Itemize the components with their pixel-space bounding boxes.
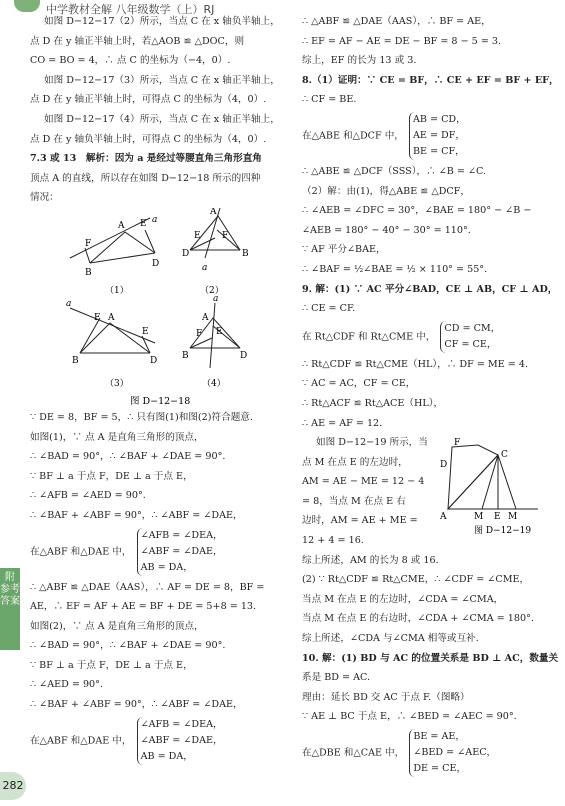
fig-label: （2）	[200, 285, 224, 296]
text-line: ∴ ∠BAF + ∠ABF = 90°，∴ ∠ABF = ∠DAE，	[30, 699, 243, 711]
svg-text:D: D	[152, 258, 160, 269]
figure-caption: 图 D−12−18	[130, 395, 191, 407]
text-line: ∴ Rt△ACF ≌ Rt△ACE（HL），	[302, 397, 444, 409]
brace-block	[302, 319, 552, 355]
text-line: 如图 D−12−17（4）所示，当点 C 在 x 轴正半轴上，	[44, 113, 280, 125]
text-line: ∵ BF ⊥ a 于点 F，DE ⊥ a 于点 E，	[30, 470, 193, 482]
brace-block	[30, 526, 292, 578]
text-line: ∴ ∠BAF + ∠ABF = 90°，∴ ∠ABF = ∠DAE，	[30, 509, 243, 521]
text-line: 综上所述，∠CDA 与∠CMA 相等或互补.	[302, 633, 479, 645]
right-column	[302, 12, 559, 779]
text-line: = 8，当点 M 在点 E 右	[302, 495, 406, 507]
svg-text:B: B	[85, 267, 92, 278]
figure-d-12-18	[30, 208, 292, 408]
condition: AB = DA，	[140, 750, 193, 762]
text-line: 点 M 在点 E 的左边时，	[302, 456, 408, 468]
svg-text:E: E	[142, 326, 149, 337]
text-line: ∴ △ABF ≌ △DAE（AAS），∴ AF = DE = 8，BF =	[30, 581, 265, 593]
brace-conditions	[137, 717, 223, 765]
text-line: ∴ △ABF ≌ △DAE（AAS），∴ BF = AE，	[302, 16, 491, 27]
figure-d-12-19	[438, 437, 548, 537]
svg-text:a: a	[213, 293, 219, 304]
svg-text:A: A	[440, 512, 447, 523]
brace-conditions	[440, 321, 500, 353]
condition: BE = CF，	[412, 145, 465, 157]
svg-text:E: E	[140, 218, 147, 229]
text-line: 如图 D−12−19 所示，当	[316, 437, 428, 449]
text-line: 情况：	[30, 192, 59, 204]
appendix-side-tab: 附 参考答案	[0, 568, 20, 650]
brace-prefix: 在△ABF 和△DAE 中，	[30, 546, 132, 557]
text-line: 边时，AM = AE + ME =	[302, 515, 418, 527]
svg-text:C: C	[501, 450, 508, 461]
svg-text:F: F	[85, 238, 92, 249]
condition: ∠BED = ∠AEC，	[413, 747, 497, 758]
brace-conditions	[409, 729, 496, 777]
text-line: 当点 M 在点 E 的左边时，∠CDA = ∠CMA，	[302, 593, 504, 605]
text-line: ∵ AF 平分∠BAE，	[302, 244, 386, 256]
text-line: 12 + 4 = 16.	[302, 535, 364, 547]
svg-text:E: E	[194, 230, 201, 241]
text-line: 如图(1)，∵ 点 A 是直角三角形的顶点，	[30, 431, 204, 443]
fig-label: （1）	[105, 285, 129, 296]
svg-text:D: D	[240, 350, 248, 361]
brace-prefix: 在 Rt△CDF 和 Rt△CME 中，	[302, 331, 436, 343]
text-line: ∴ Rt△CDF ≌ Rt△CME（HL），∴ DF = ME = 4.	[302, 358, 529, 370]
svg-text:A: A	[202, 312, 209, 323]
svg-text:A: A	[118, 220, 125, 231]
text-line: ∴ ∠AEB = ∠DFC = 30°，∠BAE = 180° − ∠B −	[302, 205, 532, 217]
condition: AB = DA，	[140, 561, 193, 573]
text-line: ∴ ∠AFB = ∠AED = 90°.	[30, 490, 146, 502]
condition: AB = CD，	[412, 113, 466, 125]
svg-text:D: D	[440, 460, 448, 471]
text-line: ∵ AC = AC，CF = CE，	[302, 378, 416, 390]
condition: DE = CE，	[413, 763, 467, 774]
brace-prefix: 在△ABF 和△DAE 中，	[30, 735, 132, 747]
text-line: 综上，EF 的长为 13 或 3.	[302, 55, 417, 67]
text-line: 如图 D−12−17（3）所示，当点 C 在 x 轴正半轴上，	[44, 74, 280, 86]
svg-text:D: D	[182, 248, 190, 259]
figure-d-12-19-block	[302, 433, 552, 551]
page-number: 282	[0, 772, 26, 800]
brace-prefix: 在△ABE 和△DCF 中，	[302, 130, 404, 142]
question-8-heading: 8.（1）证明：∵ CE = BF，∴ CE + EF = BF + EF，	[302, 74, 559, 86]
svg-text:F: F	[454, 438, 461, 449]
brace-block	[302, 110, 552, 162]
text-line: AE，∴ EF = AF + AE = BF + DE = 5+8 = 13.	[30, 601, 257, 613]
text-line: ∴ ∠BAD = 90°，∴ ∠BAF + ∠DAE = 90°.	[30, 451, 226, 463]
svg-text:E: E	[494, 512, 501, 523]
svg-text:a: a	[202, 262, 208, 273]
figure-caption: 图 D−12−19	[474, 526, 532, 537]
text-line: 如图(2)，∵ 点 A 是直角三角形的顶点，	[30, 620, 204, 632]
svg-text:F: F	[94, 312, 101, 323]
text-line: ∴ CF = BE.	[302, 94, 357, 106]
text-line: ∴ △ABE ≌ △DCF（SSS），∴ ∠B = ∠C.	[302, 165, 487, 177]
text-line: 点 D 在 y 轴正半轴上时，若△AOB ≌ △DOC，则	[30, 35, 245, 47]
svg-text:D: D	[150, 355, 158, 366]
figure-d-12-18-drawing	[30, 208, 292, 408]
svg-text:a: a	[66, 298, 72, 309]
text-line: (2) ∵ Rt△CDF ≌ Rt△CME，∴ ∠CDF = ∠CME，	[302, 574, 530, 586]
book-logo	[14, 0, 40, 12]
question-10-heading: 10. 解：(1) BD 与 AC 的位置关系是 BD ⊥ AC，数量关	[302, 652, 559, 664]
condition: CD = CM，	[444, 322, 501, 334]
svg-text:M: M	[508, 512, 518, 523]
text-line: AM = AE − ME = 12 − 4	[302, 476, 425, 488]
svg-text:A: A	[210, 207, 217, 217]
condition: CF = CE，	[444, 338, 497, 350]
text-line: 综上所述，AM 的长为 8 或 16.	[302, 554, 439, 566]
text-line: ∴ ∠BAD = 90°，∴ ∠BAF + ∠DAE = 90°.	[30, 640, 226, 652]
brace-block	[302, 727, 552, 779]
condition: AE = DF，	[412, 129, 465, 141]
text-line: CO = BO = 4，∴ 点 C 的坐标为（−4，0）.	[30, 55, 231, 67]
brace-prefix: 在△DBE 和△CAE 中，	[302, 747, 405, 759]
brace-block	[30, 715, 292, 767]
text-line: ∵ BF ⊥ a 于点 F，DE ⊥ a 于点 E，	[30, 659, 193, 671]
svg-text:M: M	[474, 512, 484, 523]
fig-label: （4）	[202, 378, 226, 389]
condition: ∠AFB = ∠DEA，	[140, 718, 223, 730]
condition: ∠AFB = ∠DEA，	[140, 529, 223, 541]
brace-conditions	[409, 112, 466, 160]
svg-text:B: B	[242, 248, 249, 259]
text-line: （2）解：由(1)，得△ABE ≌ △DCF，	[302, 185, 471, 197]
svg-text:a: a	[152, 214, 158, 225]
text-line: 点 D 在 y 轴正半轴上时，可得点 C 的坐标为（4，0）.	[30, 94, 267, 106]
question-9-heading: 9. 解：(1) ∵ AC 平分∠BAD，CE ⊥ AB，CF ⊥ AD，	[302, 283, 558, 295]
svg-text:B: B	[182, 350, 189, 361]
text-line: ∴ AE = AF = 12.	[302, 417, 383, 429]
text-line: 点 D 在 y 轴负半轴上时，可得点 C 的坐标为（4，0）.	[30, 133, 267, 145]
svg-text:F: F	[196, 328, 203, 339]
condition: BE = AE，	[413, 731, 466, 742]
fig-label: （3）	[105, 378, 129, 389]
text-line: 如图 D−12−17（2）所示，当点 C 在 x 轴负半轴上，	[44, 16, 280, 27]
text-line: 顶点 A 的直线，所以存在如图 D−12−18 所示的四种	[30, 172, 261, 184]
text-line: ∴ ∠BAF = ½∠BAE = ½ × 110° = 55°.	[302, 263, 488, 275]
header-title: 中学教材全解 八年级数学（上）RJ	[46, 3, 215, 16]
left-column	[30, 12, 292, 767]
text-line: ∴ CE = CF.	[302, 303, 356, 315]
svg-text:A: A	[108, 312, 115, 323]
text-line: ∵ AE ⊥ BC 于点 E，∴ ∠BED = ∠AEC = 90°.	[302, 711, 517, 723]
text-line: 系是 BD = AC.	[302, 672, 371, 684]
text-line: 理由：延长 BD 交 AC 于点 F.（图略）	[302, 691, 470, 703]
text-line: ∴ EF = AF − AE = DE − BF = 8 − 5 = 3.	[302, 35, 502, 47]
svg-text:B: B	[72, 355, 79, 366]
svg-text:F: F	[222, 230, 229, 241]
text-line: ∵ DE = 8，BF = 5，∴ 只有图(1)和图(2)符合题意.	[30, 411, 253, 423]
condition: ∠ABF = ∠DAE，	[140, 545, 223, 557]
text-line: ∴ ∠AED = 90°.	[30, 679, 104, 691]
text-line: ∠AEB = 180° − 40° − 30° = 110°.	[302, 224, 471, 236]
question-7-heading: 7.3 或 13 解析：因为 a 是经过等腰直角三角形直角	[30, 153, 262, 165]
condition: ∠ABF = ∠DAE，	[140, 734, 223, 746]
brace-conditions	[137, 528, 223, 576]
text-line: 当点 M 在点 E 的右边时，∠CDA + ∠CMA = 180°.	[302, 613, 534, 625]
svg-text:E: E	[216, 326, 223, 337]
